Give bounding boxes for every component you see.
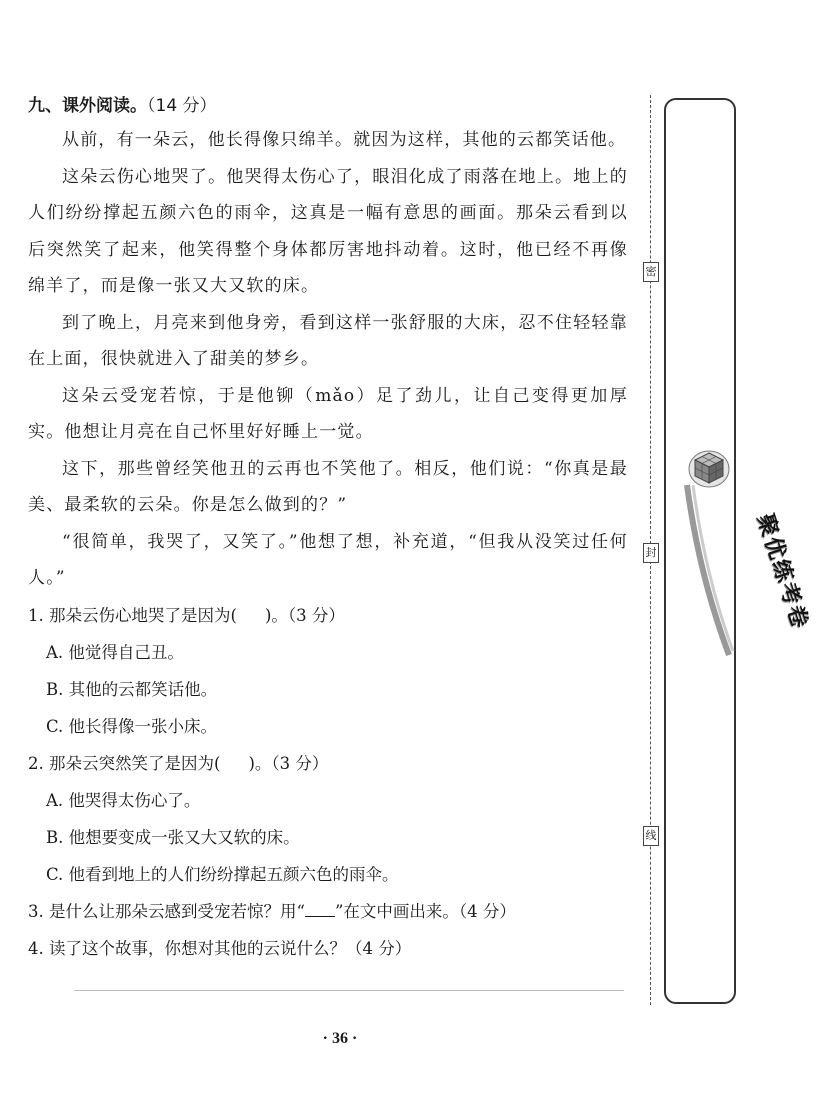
question-stem-text: 2. 那朵云突然笑了是因为( — [28, 753, 221, 773]
footer-divider — [74, 990, 624, 991]
section-title — [28, 90, 628, 122]
binding-char-xian: 线 — [643, 826, 659, 846]
option-b: B. 其他的云都笑话他。 — [46, 679, 218, 699]
binding-char-mi: 密 — [643, 262, 659, 282]
question-stem-text: 3. 是什么让那朵云感到受宠若惊？用“ — [28, 901, 305, 921]
question-stem — [28, 597, 628, 634]
passage-paragraph: 到了晚上，月亮来到他身旁，看到这样一张舒服的大床，忍不住轻轻靠在上面，很快就进入了甜美的梦乡。 — [28, 312, 628, 369]
question-3 — [28, 893, 628, 930]
brand-logo — [679, 445, 813, 665]
question-1 — [28, 597, 628, 745]
passage-paragraph: 这下，那些曾经笑他丑的云再也不笑他了。相反，他们说：“你真是最美、最柔软的云朵。你是怎么做到的？” — [28, 458, 628, 515]
question-stem-text: )。（3 分） — [248, 753, 329, 773]
logo-text: 聚优练考卷 — [751, 510, 813, 633]
question-stem-text: )。（3 分） — [264, 605, 345, 625]
option-c: C. 他长得像一张小床。 — [46, 716, 218, 736]
underline-mark — [305, 902, 335, 917]
question-stem-text: ”在文中画出来。（4 分） — [334, 901, 516, 921]
question-stem — [28, 893, 628, 930]
question-stem-text: 1. 那朵云伤心地哭了是因为( — [28, 605, 237, 625]
option-a: A. 他哭得太伤心了。 — [46, 790, 201, 810]
binding-char-feng: 封 — [643, 543, 659, 563]
passage-paragraph: 这朵云伤心地哭了。他哭得太伤心了，眼泪化成了雨落在地上。地上的人们纷纷撑起五颜六色的雨伞，这真是一幅有意思的画面。那朵云看到以后突然笑了起来，他笑得整个身体都厉害地抖动着。这时，他已经不再像绵羊了，而是像一张又大又软的床。 — [28, 166, 628, 296]
reading-passage — [28, 122, 628, 597]
passage-paragraph: 从前，有一朵云，他长得像只绵羊。就因为这样，其他的云都笑话他。 — [62, 130, 627, 150]
question-4 — [28, 930, 628, 967]
question-stem: 4. 读了这个故事，你想对其他的云说什么？（4 分） — [28, 938, 412, 958]
passage-paragraph: 这朵云受宠若惊，于是他铆（mǎo）足了劲儿，让自己变得更加厚实。他想让月亮在自己怀里好好睡上一觉。 — [28, 385, 628, 442]
question-stem — [28, 745, 628, 782]
option-c: C. 他看到地上的人们纷纷撑起五颜六色的雨伞。 — [46, 864, 399, 884]
exercise-content — [28, 90, 628, 967]
option-a: A. 他觉得自己丑。 — [46, 642, 184, 662]
logo-swoosh — [679, 455, 739, 665]
section-points: （14 分） — [147, 96, 217, 116]
option-b: B. 他想要变成一张又大又软的床。 — [46, 827, 300, 847]
question-2 — [28, 745, 628, 893]
section-title-text: 九、课外阅读。 — [28, 96, 147, 116]
page-number: · 36 · — [322, 1030, 358, 1047]
passage-paragraph: “很简单，我哭了，又笑了。”他想了想，补充道，“但我从没笑过任何人。” — [28, 531, 628, 588]
